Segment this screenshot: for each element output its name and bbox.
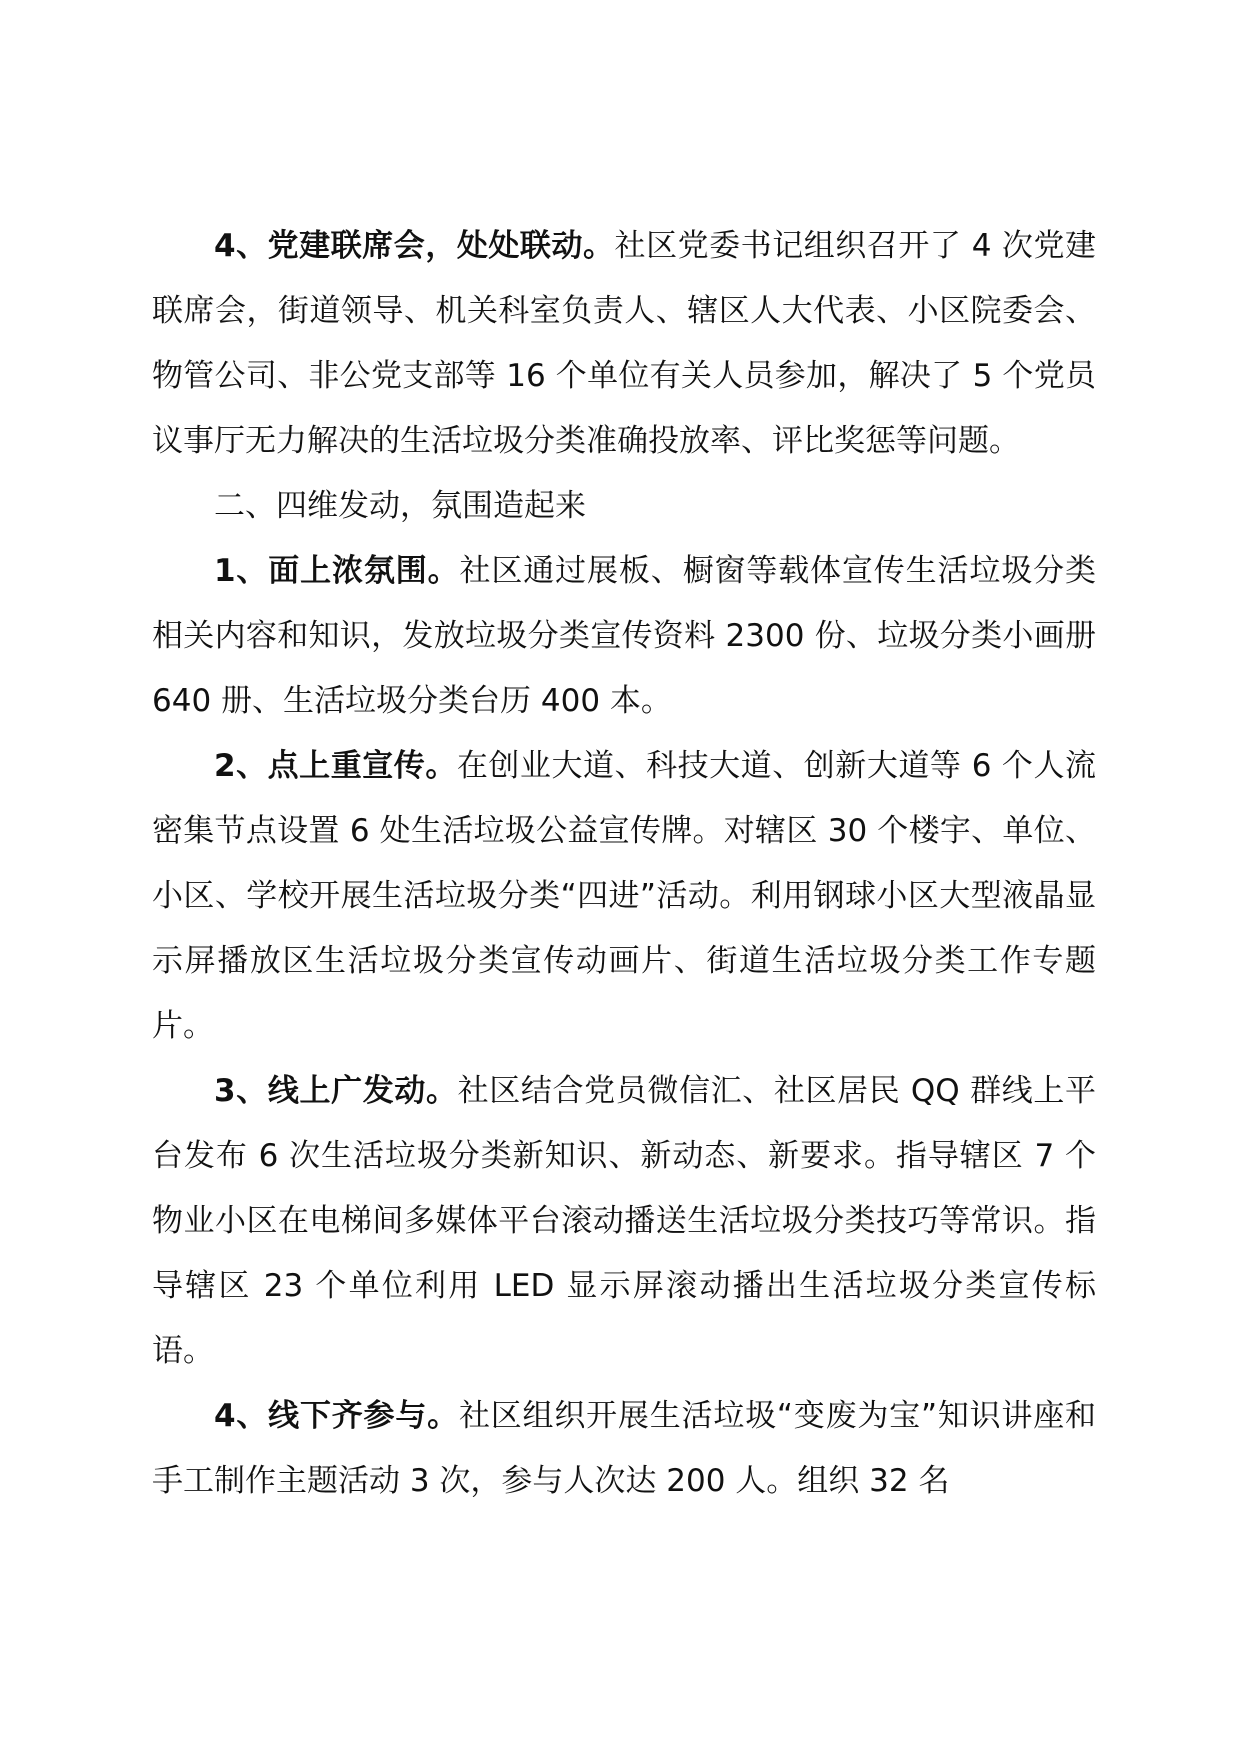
paragraph-lead: 4、线下齐参与。: [214, 1398, 459, 1434]
paragraph-surface-atmosphere: [152, 539, 1096, 734]
section-heading-text: 二、四维发动，氛围造起来: [214, 488, 586, 524]
paragraph-text: 社区党委书记组织召开了 4 次党建联席会，街道领导、机关科室负责人、辖区人大代表、小区院委会、物管公司、非公党支部等 16 个单位有关人员参加，解决了 5 个党员议事厅无力解决的生活垃圾分类准确投放率、评比奖惩等问题。: [152, 228, 1096, 459]
paragraph-party-joint-meeting: [152, 214, 1096, 474]
paragraph-online-mobilization: [152, 1059, 1096, 1384]
paragraph-offline-participation: [152, 1384, 1096, 1514]
section-heading-four-dimensions: [152, 474, 1096, 539]
paragraph-lead: 3、线上广发动。: [214, 1073, 458, 1109]
paragraph-text: 社区结合党员微信汇、社区居民 QQ 群线上平台发布 6 次生活垃圾分类新知识、新动态、新要求。指导辖区 7 个物业小区在电梯间多媒体平台滚动播送生活垃圾分类技巧等常识。指导辖区 23 个单位利用 LED 显示屏滚动播出生活垃圾分类宣传标语。: [152, 1073, 1096, 1369]
paragraph-text: 社区通过展板、橱窗等载体宣传生活垃圾分类相关内容和知识，发放垃圾分类宣传资料 2300 份、垃圾分类小画册 640 册、生活垃圾分类台历 400 本。: [152, 553, 1096, 719]
paragraph-lead: 4、党建联席会，处处联动。: [214, 228, 615, 264]
paragraph-lead: 2、点上重宣传。: [214, 748, 457, 784]
paragraph-point-publicity: [152, 734, 1096, 1059]
paragraph-text: 在创业大道、科技大道、创新大道等 6 个人流密集节点设置 6 处生活垃圾公益宣传牌。对辖区 30 个楼宇、单位、小区、学校开展生活垃圾分类“四进”活动。利用钢球小区大型液晶显示屏播放区生活垃圾分类宣传动画片、街道生活垃圾分类工作专题片。: [152, 748, 1096, 1044]
document-body: [152, 214, 1096, 1514]
paragraph-text: 社区组织开展生活垃圾“变废为宝”知识讲座和手工制作主题活动 3 次，参与人次达 200 人。组织 32 名: [152, 1398, 1096, 1499]
paragraph-lead: 1、面上浓氛围。: [214, 553, 460, 589]
